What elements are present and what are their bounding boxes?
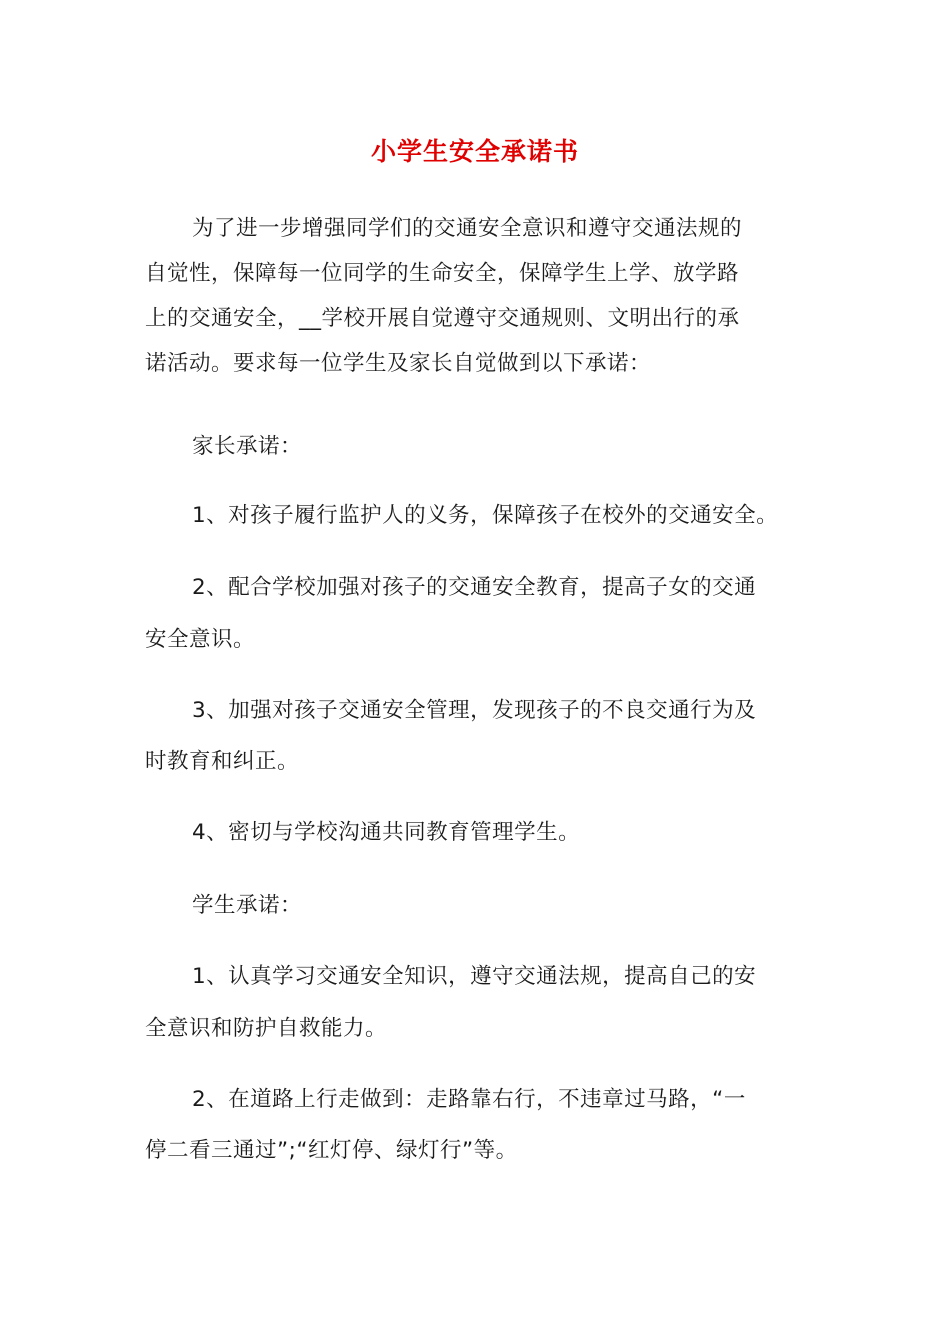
student-item-2-line-2: 停二看三通过”;“红灯停、绿灯行”等。 (145, 1138, 518, 1163)
parent-item-1: 1、对孩子履行监护人的义务，保障孩子在校外的交通安全。 (192, 503, 779, 528)
intro-line-4: 诺活动。要求每一位学生及家长自觉做到以下承诺： (145, 351, 652, 376)
student-item-1-line-1: 1、认真学习交通安全知识，遵守交通法规，提高自己的安 (192, 964, 757, 989)
parent-item-3-line-1: 3、加强对孩子交通安全管理，发现孩子的不良交通行为及 (192, 698, 757, 723)
intro-line-3: 上的交通安全，__学校开展自觉遵守交通规则、文明出行的承 (145, 306, 740, 331)
intro-line-1: 为了进一步增强同学们的交通安全意识和遵守交通法规的 (192, 216, 743, 241)
student-item-1-line-2: 全意识和防护自救能力。 (145, 1016, 388, 1041)
student-heading: 学生承诺： (192, 893, 303, 918)
student-item-2-line-1: 2、在道路上行走做到：走路靠右行，不违章过马路，“一 (192, 1087, 746, 1112)
parent-item-3-line-2: 时教育和纠正。 (145, 749, 300, 774)
parent-heading: 家长承诺： (192, 434, 303, 459)
intro-line-2: 自觉性，保障每一位同学的生命安全，保障学生上学、放学路 (145, 261, 740, 286)
document-title: 小学生安全承诺书 (370, 137, 579, 166)
parent-item-4: 4、密切与学校沟通共同教育管理学生。 (192, 820, 581, 845)
parent-item-2-line-1: 2、配合学校加强对孩子的交通安全教育，提高子女的交通 (192, 575, 757, 600)
parent-item-2-line-2: 安全意识。 (145, 627, 256, 652)
